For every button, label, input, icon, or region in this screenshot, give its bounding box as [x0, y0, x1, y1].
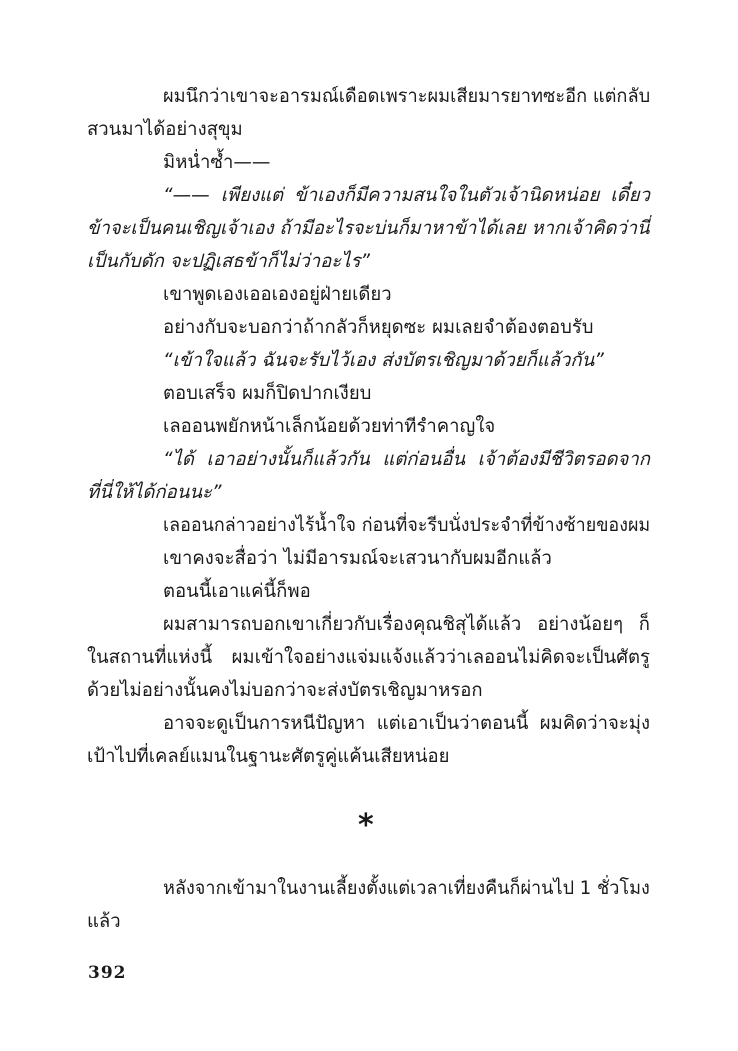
text-line: แล้ว — [87, 911, 121, 932]
text-line: ตอบเสร็จ ผมก็ปิดปากเงียบ — [163, 383, 372, 404]
dialogue-line: “เข้าใจแล้ว ฉันจะรับไว้เอง ส่งบัตรเชิญมาด้วยก็แล้วกัน” — [163, 350, 604, 371]
dialogue-line: “ได้ เอาอย่างนั้นก็แล้วกัน แต่ก่อนอื่น เจ้าต้องมีชีวิตรอดจาก — [163, 449, 650, 470]
text-line: อาจจะดูเป็นการหนีปัญหา แต่เอาเป็นว่าตอนนี้ ผมคิดว่าจะมุ่ง — [163, 713, 650, 734]
text-line: เขาคงจะสื่อว่า ไม่มีอารมณ์จะเสวนากับผมอีกแล้ว — [163, 548, 552, 569]
text-line: ผมนึกว่าเขาจะอารมณ์เดือดเพราะผมเสียมารยาทซะอีก แต่กลับ — [163, 86, 651, 107]
text-line: ในสถานที่แห่งนี้ ผมเข้าใจอย่างแจ่มแจ้งแล้วว่าเลออนไม่คิดจะเป็นศัตรู — [87, 647, 650, 668]
text-line: เลออนพยักหน้าเล็กน้อยด้วยท่าทีรำคาญใจ — [163, 416, 496, 437]
text-line: เลออนกล่าวอย่างไร้น้ำใจ ก่อนที่จะรีบนั่งประจำที่ข้างซ้ายของผม — [163, 515, 651, 536]
text-line: มิหน่ำซ้ำ—— — [163, 152, 271, 173]
text-line: สวนมาได้อย่างสุขุม — [87, 119, 243, 140]
dialogue-line: เป็นกับดัก จะปฏิเสธข้าก็ไม่ว่าอะไร” — [87, 251, 370, 272]
text-line: เขาพูดเองเออเองอยู่ฝ่ายเดียว — [163, 284, 392, 305]
text-line: ตอนนี้เอาแค่นี้ก็พอ — [163, 581, 311, 602]
section-separator: * — [358, 808, 374, 843]
text-line: ผมสามารถบอกเขาเกี่ยวกับเรื่องคุณชิสุได้แล้ว อย่างน้อยๆ ก็ — [163, 614, 650, 635]
text-line: อย่างกับจะบอกว่าถ้ากลัวก็หยุดซะ ผมเลยจำต้องตอบรับ — [163, 317, 594, 338]
dialogue-line: “—— เพียงแต่ ข้าเองก็มีความสนใจในตัวเจ้านิดหน่อย เดี๋ยว — [163, 185, 650, 206]
dialogue-line: ข้าจะเป็นคนเชิญเจ้าเอง ถ้ามีอะไรจะบ่นก็มาหาข้าได้เลย หากเจ้าคิดว่านี่ — [87, 218, 650, 239]
page-number: 392 — [88, 963, 127, 983]
text-line: หลังจากเข้ามาในงานเลี้ยงตั้งแต่เวลาเที่ยงคืนก็ผ่านไป 1 ชั่วโมง — [163, 878, 650, 899]
dialogue-line: ที่นี่ให้ได้ก่อนนะ” — [87, 482, 222, 503]
text-line: เป้าไปที่เคลย์แมนในฐานะศัตรูคู่แค้นเสียหน่อย — [87, 746, 450, 767]
text-line: ด้วยไม่อย่างนั้นคงไม่บอกว่าจะส่งบัตรเชิญมาหรอก — [87, 680, 483, 701]
